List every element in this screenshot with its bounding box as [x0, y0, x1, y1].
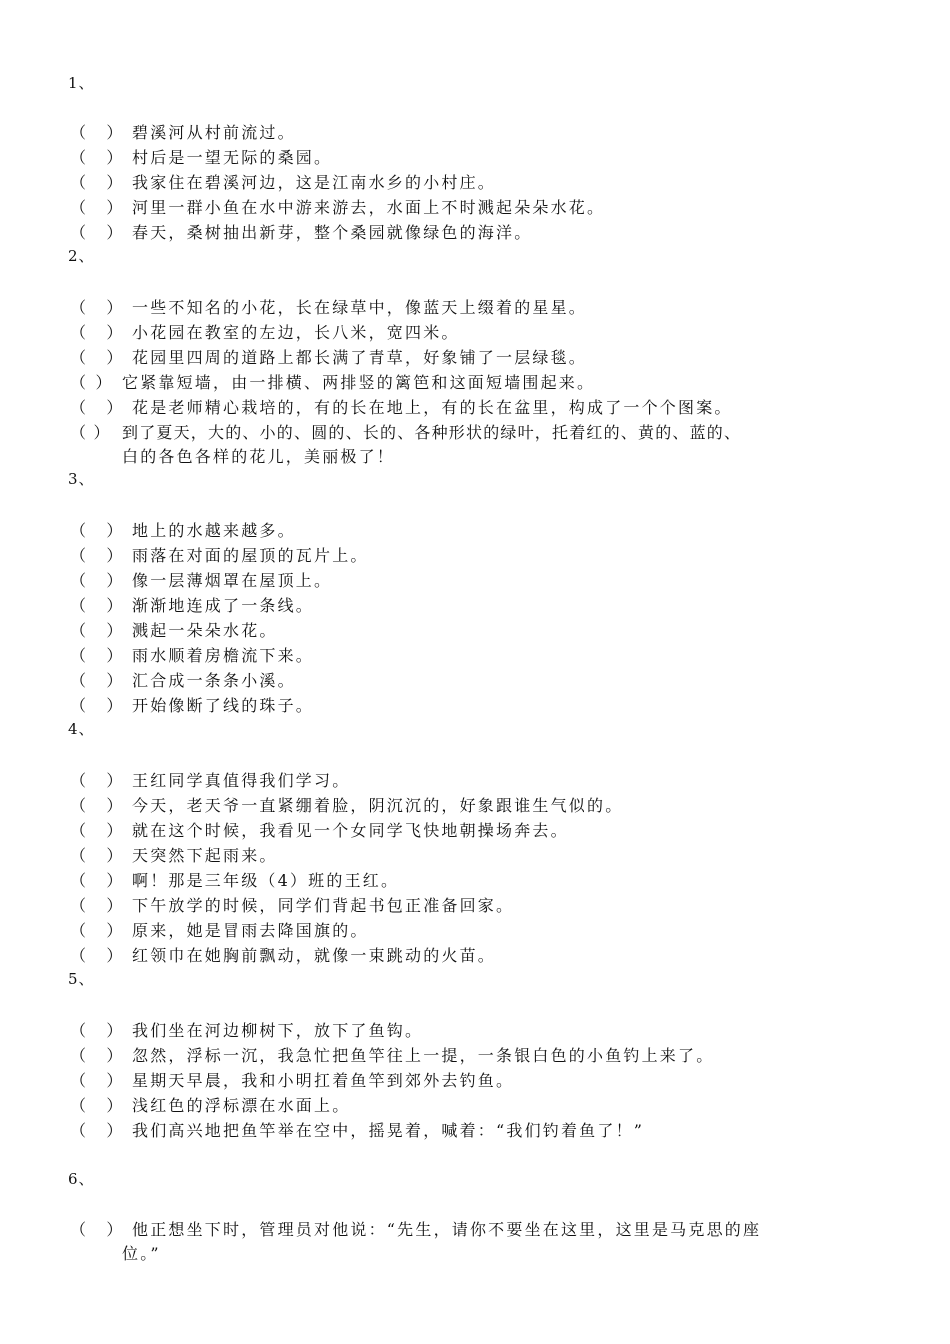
sentence-continuation: 位。” — [122, 1244, 161, 1263]
sentence-text: 天突然下起雨来。 — [132, 846, 278, 865]
sentence-text: 下午放学的时候，同学们背起书包正准备回家。 — [132, 896, 515, 915]
sentence-item — [70, 1093, 350, 1116]
sentence-item — [70, 893, 514, 916]
sentence-text: 到了夏天，大的、小的、圆的、长的、各种形状的绿叶，托着红的、黄的、蓝的、 — [122, 423, 742, 442]
sentence-text: 忽然，浮标一沉，我急忙把鱼竿往上一提，一条银白色的小鱼钓上来了。 — [132, 1046, 715, 1065]
answer-bracket[interactable]: （ ） — [70, 646, 125, 665]
answer-bracket[interactable]: （ ） — [70, 571, 125, 590]
answer-bracket[interactable]: （ ） — [70, 896, 125, 915]
sentence-item — [70, 1118, 644, 1141]
sentence-text: 碧溪河从村前流过。 — [132, 123, 296, 142]
answer-bracket[interactable]: （ ） — [70, 621, 125, 640]
sentence-item — [70, 543, 369, 566]
sentence-text: 花园里四周的道路上都长满了青草，好象铺了一层绿毯。 — [132, 348, 588, 367]
sentence-item — [70, 370, 595, 393]
section-number: 3、 — [68, 470, 95, 488]
sentence-text: 小花园在教室的左边，长八米，宽四米。 — [132, 323, 460, 342]
sentence-text: 星期天早晨，我和小明扛着鱼竿到郊外去钓鱼。 — [132, 1071, 515, 1090]
sentence-item — [70, 793, 623, 816]
answer-bracket[interactable]: （ ） — [70, 921, 125, 940]
section-number: 5、 — [68, 970, 95, 988]
sentence-item — [70, 518, 296, 541]
answer-bracket[interactable]: （ ） — [70, 398, 125, 417]
sentence-item — [70, 818, 569, 841]
sentence-text: 像一层薄烟罩在屋顶上。 — [132, 571, 333, 590]
sentence-text: 汇合成一条条小溪。 — [132, 671, 296, 690]
sentence-text: 他正想坐下时，管理员对他说：“先生，请你不要坐在这里，这里是马克思的座 — [132, 1220, 762, 1239]
answer-bracket[interactable]: （ ） — [70, 1121, 125, 1140]
sentence-text: 王红同学真值得我们学习。 — [132, 771, 351, 790]
answer-bracket[interactable]: （ ） — [70, 946, 125, 965]
answer-bracket[interactable]: （ ） — [70, 323, 125, 342]
sentence-item — [70, 295, 587, 318]
sentence-text: 雨水顺着房檐流下来。 — [132, 646, 315, 665]
sentence-item — [70, 868, 399, 891]
sentence-item — [70, 943, 496, 966]
section-number: 4、 — [68, 720, 95, 738]
sentence-text: 地上的水越来越多。 — [132, 521, 296, 540]
answer-bracket[interactable]: （ ） — [70, 223, 125, 242]
sentence-text: 浅红色的浮标漂在水面上。 — [132, 1096, 351, 1115]
sentence-item — [70, 1068, 514, 1091]
sentence-text: 就在这个时候，我看见一个女同学飞快地朝操场奔去。 — [132, 821, 569, 840]
answer-bracket[interactable]: （ ） — [70, 1021, 125, 1040]
sentence-item — [70, 918, 369, 941]
sentence-item — [70, 768, 350, 791]
sentence-text: 我家住在碧溪河边，这是江南水乡的小村庄。 — [132, 173, 497, 192]
sentence-item — [70, 593, 314, 616]
sentence-text: 开始像断了线的珠子。 — [132, 696, 315, 715]
answer-bracket[interactable]: （ ） — [70, 696, 125, 715]
sentence-text: 它紧靠短墙，由一排横、两排竖的篱笆和这面短墙围起来。 — [122, 373, 596, 392]
answer-bracket[interactable]: （ ） — [70, 423, 111, 442]
answer-bracket[interactable]: （ ） — [70, 198, 125, 217]
sentence-text: 今天，老天爷一直紧绷着脸，阴沉沉的，好象跟谁生气似的。 — [132, 796, 624, 815]
sentence-text: 一些不知名的小花，长在绿草中，像蓝天上缀着的星星。 — [132, 298, 588, 317]
sentence-item — [70, 345, 587, 368]
sentence-text: 溅起一朵朵水花。 — [132, 621, 278, 640]
sentence-item — [70, 1043, 714, 1066]
answer-bracket[interactable]: （ ） — [70, 771, 125, 790]
sentence-item — [70, 170, 496, 193]
answer-bracket[interactable]: （ ） — [70, 173, 125, 192]
sentence-item — [70, 145, 332, 168]
answer-bracket[interactable]: （ ） — [70, 846, 125, 865]
sentence-item — [70, 220, 532, 243]
sentence-text: 村后是一望无际的桑园。 — [132, 148, 333, 167]
sentence-item — [70, 668, 296, 691]
answer-bracket[interactable]: （ ） — [70, 596, 125, 615]
sentence-text: 我们高兴地把鱼竿举在空中，摇晃着，喊着：“我们钓着鱼了！” — [132, 1121, 645, 1140]
answer-bracket[interactable]: （ ） — [70, 1046, 125, 1065]
sentence-text: 春天，桑树抽出新芽，整个桑园就像绿色的海洋。 — [132, 223, 533, 242]
answer-bracket[interactable]: （ ） — [70, 671, 125, 690]
sentence-item — [70, 120, 296, 143]
answer-bracket[interactable]: （ ） — [70, 1096, 125, 1115]
sentence-text: 渐渐地连成了一条线。 — [132, 596, 315, 615]
sentence-text: 花是老师精心栽培的，有的长在地上，有的长在盆里，构成了一个个图案。 — [132, 398, 733, 417]
sentence-text: 原来，她是冒雨去降国旗的。 — [132, 921, 369, 940]
sentence-item — [70, 643, 314, 666]
sentence-item — [70, 1217, 761, 1240]
answer-bracket[interactable]: （ ） — [70, 123, 125, 142]
section-number: 2、 — [68, 247, 95, 265]
sentence-item — [70, 320, 460, 343]
sentence-item — [70, 693, 314, 716]
sentence-item — [70, 195, 605, 218]
sentence-text: 我们坐在河边柳树下，放下了鱼钩。 — [132, 1021, 424, 1040]
sentence-text: 雨落在对面的屋顶的瓦片上。 — [132, 546, 369, 565]
sentence-item — [70, 568, 332, 591]
sentence-item — [70, 618, 278, 641]
section-number: 1、 — [68, 74, 95, 92]
answer-bracket[interactable]: （ ） — [70, 871, 125, 890]
sentence-text: 啊！那是三年级（4）班的王红。 — [132, 871, 400, 890]
answer-bracket[interactable]: （ ） — [70, 1220, 125, 1239]
sentence-item — [70, 395, 733, 418]
sentence-text: 红领巾在她胸前飘动，就像一束跳动的火苗。 — [132, 946, 497, 965]
answer-bracket[interactable]: （ ） — [70, 348, 125, 367]
answer-bracket[interactable]: （ ） — [70, 148, 125, 167]
answer-bracket[interactable]: （ ） — [70, 521, 125, 540]
sentence-item — [70, 1018, 423, 1041]
sentence-item — [70, 843, 278, 866]
answer-bracket[interactable]: （ ） — [70, 821, 125, 840]
answer-bracket[interactable]: （ ） — [70, 1071, 125, 1090]
answer-bracket[interactable]: （ ） — [70, 373, 114, 392]
sentence-item — [70, 420, 741, 443]
section-number: 6、 — [68, 1170, 95, 1188]
answer-bracket[interactable]: （ ） — [70, 796, 125, 815]
answer-bracket[interactable]: （ ） — [70, 546, 125, 565]
sentence-continuation: 白的各色各样的花儿，美丽极了！ — [122, 447, 396, 466]
sentence-text: 河里一群小鱼在水中游来游去，水面上不时溅起朵朵水花。 — [132, 198, 606, 217]
answer-bracket[interactable]: （ ） — [70, 298, 125, 317]
